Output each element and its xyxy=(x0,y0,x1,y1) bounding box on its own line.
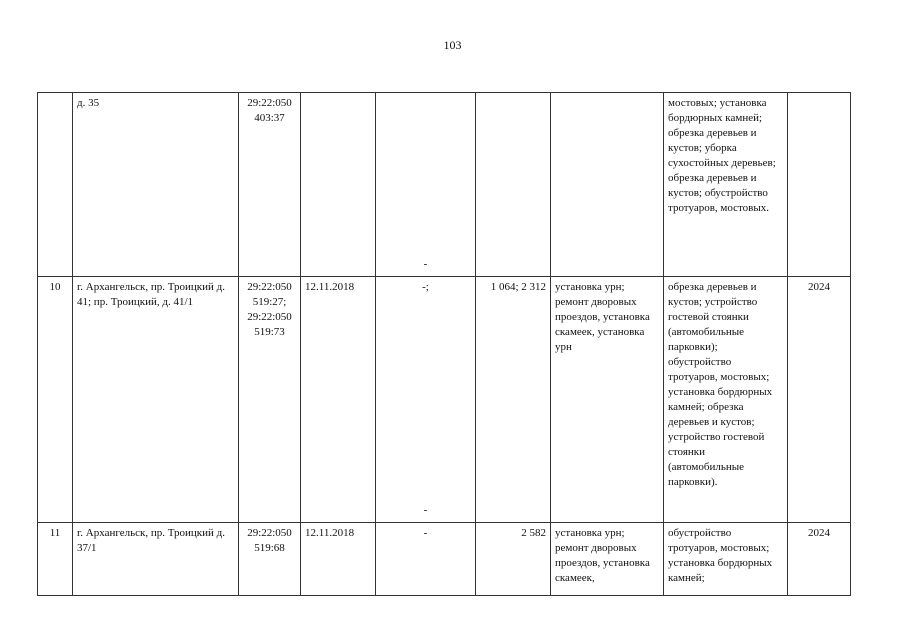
page-number: 103 xyxy=(443,38,462,52)
cadastral-number-cell: 29:22:050 403:37 xyxy=(239,93,301,277)
year-cell: 2024 xyxy=(788,523,851,596)
extra-top: - xyxy=(423,527,428,539)
year-cell xyxy=(788,93,851,277)
data-table xyxy=(37,92,851,596)
works-done-cell: установка урн; ремонт дворовых проездов, установка скамеек, xyxy=(551,523,664,596)
row-number xyxy=(38,93,73,277)
works-done-cell: установка урн; ремонт дворовых проездов, установка скамеек, установка урн xyxy=(551,277,664,523)
works-done-cell xyxy=(551,93,664,277)
extra-cell xyxy=(376,277,476,523)
extra-bottom: - xyxy=(423,504,428,516)
table-row xyxy=(38,523,851,596)
extra-cell xyxy=(376,523,476,596)
works-planned-cell: мостовых; установка бордюрных камней; обрезка деревьев и кустов; уборка сухостойных деревьев; обрезка деревьев и кустов; обустройство тротуаров, мостовых. xyxy=(664,93,788,277)
address-cell: г. Архангельск, пр. Троицкий д. 37/1 xyxy=(73,523,239,596)
extra-cell xyxy=(376,93,476,277)
extra-bottom: - xyxy=(423,258,428,270)
area-cell: 1 064; 2 312 xyxy=(476,277,551,523)
table-row xyxy=(38,277,851,523)
table-row xyxy=(38,93,851,277)
row-number: 11 xyxy=(38,523,73,596)
works-planned-cell: обустройство тротуаров, мостовых; установка бордюрных камней; xyxy=(664,523,788,596)
address-cell: д. 35 xyxy=(73,93,239,277)
date-cell: 12.11.2018 xyxy=(301,277,376,523)
date-cell xyxy=(301,93,376,277)
cadastral-number-cell: 29:22:050 519:68 xyxy=(239,523,301,596)
area-cell xyxy=(476,93,551,277)
extra-top: -; xyxy=(422,281,429,293)
address-cell: г. Архангельск, пр. Троицкий д. 41; пр. Троицкий, д. 41/1 xyxy=(73,277,239,523)
cadastral-number-cell: 29:22:050 519:27; 29:22:050 519:73 xyxy=(239,277,301,523)
works-planned-cell: обрезка деревьев и кустов; устройство гостевой стоянки (автомобильные парковки); обустройство тротуаров, мостовых; установка бордюрных камней; обрезка деревьев и кустов; устройство гостевой стоянки (автомобильные парковки). xyxy=(664,277,788,523)
year-cell: 2024 xyxy=(788,277,851,523)
area-cell: 2 582 xyxy=(476,523,551,596)
date-cell: 12.11.2018 xyxy=(301,523,376,596)
row-number: 10 xyxy=(38,277,73,523)
